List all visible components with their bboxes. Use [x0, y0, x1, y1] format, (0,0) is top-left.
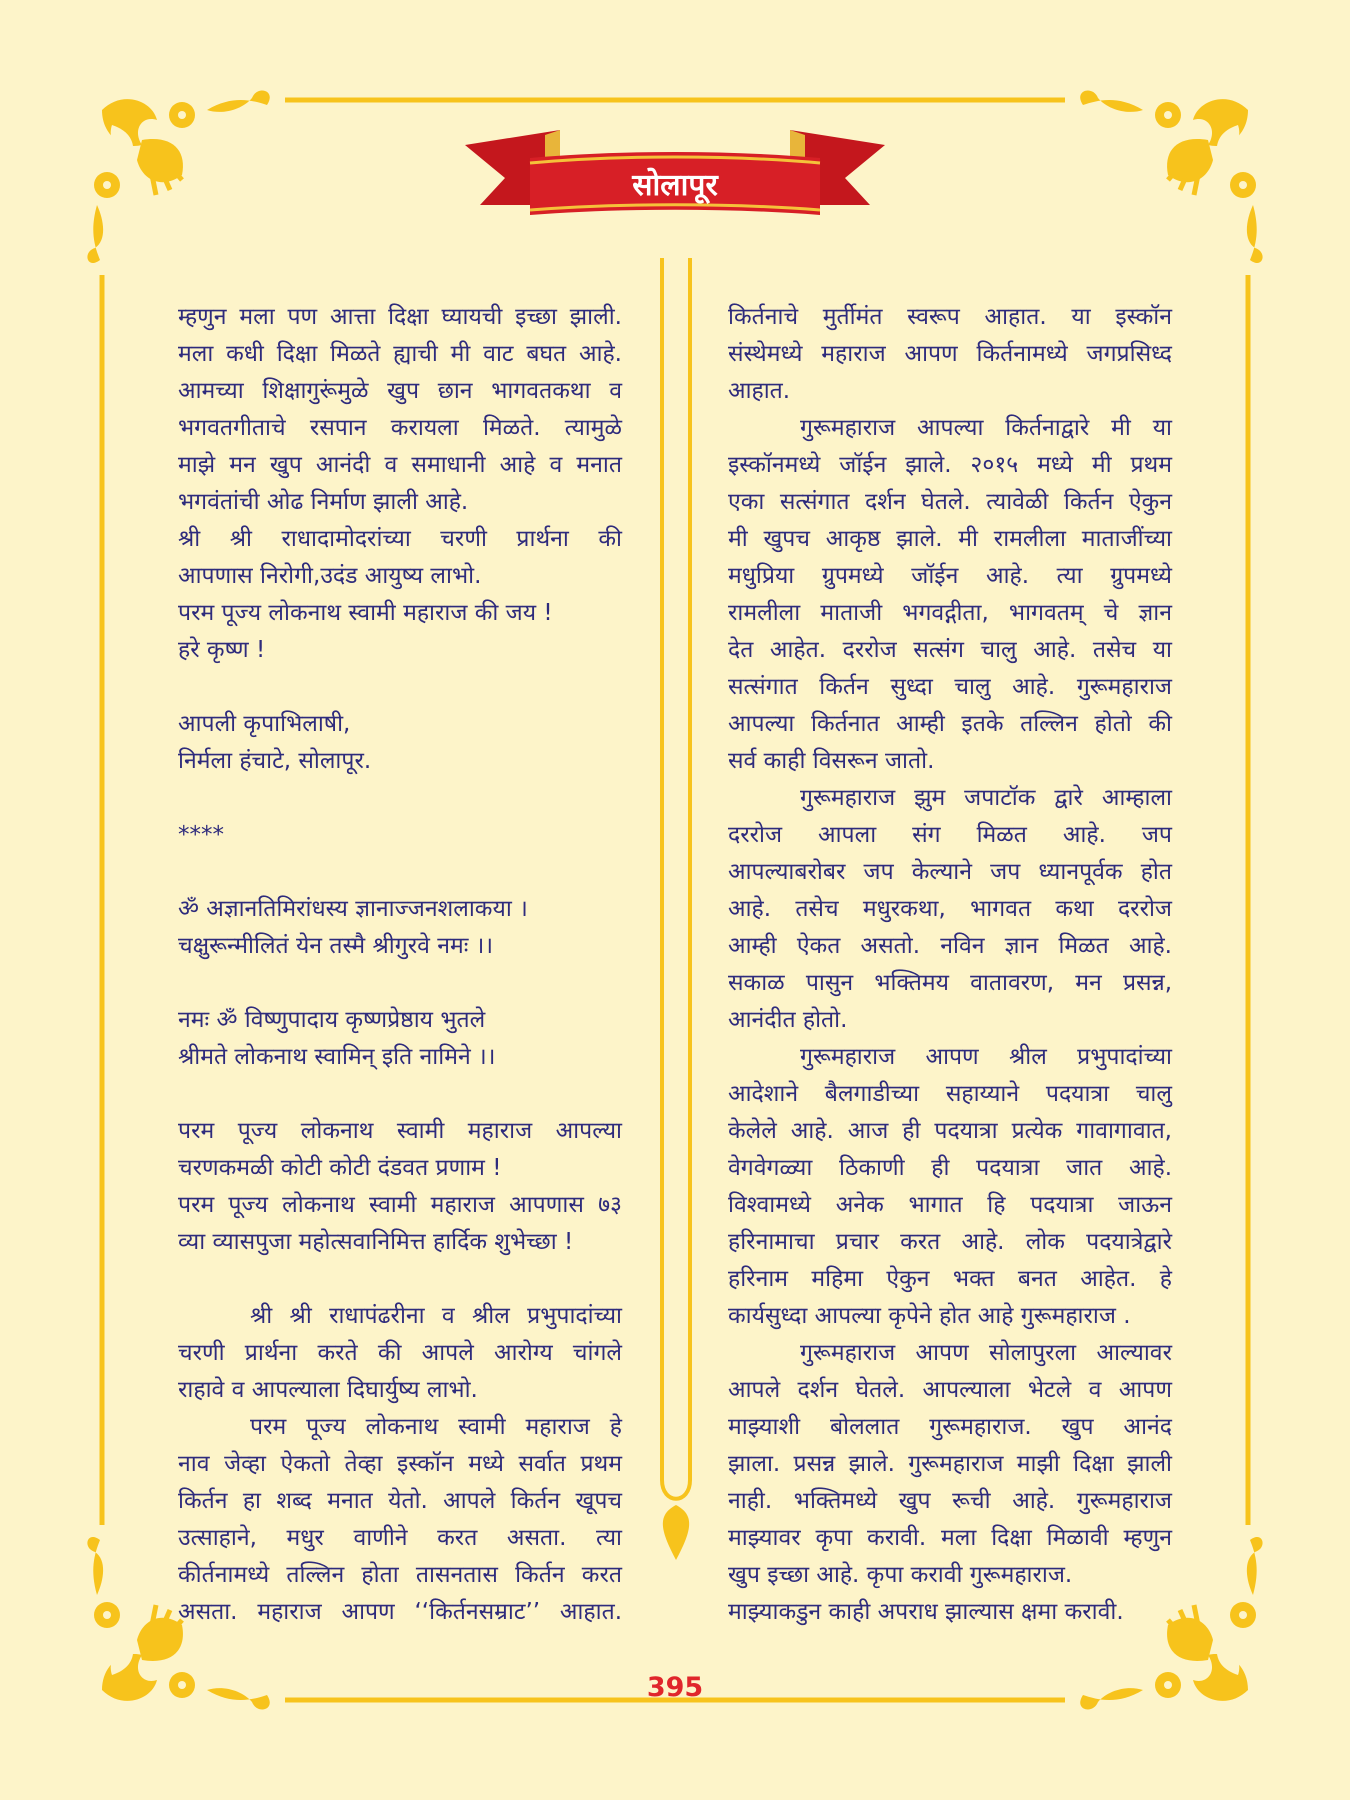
text-line: मधुप्रिया ग्रुपमध्ये जॉईन आहे. त्या ग्रुपमध्ये — [728, 563, 1172, 589]
text-line: किर्तन हा शब्द मनात येतो. आपले किर्तन खूपच — [178, 1488, 622, 1514]
text-line: विश्वामध्ये अनेक भागात हि पदयात्रा जाऊन — [728, 1192, 1172, 1218]
text-line: म्हणुन मला पण आत्ता दिक्षा घ्यायची इच्छा झाली. — [178, 304, 622, 330]
text-line: नाही. भक्तिमध्ये खुप रूची आहे. गुरूमहाराज — [728, 1488, 1172, 1514]
text-line: सकाळ पासुन भक्तिमय वातावरण, मन प्रसन्न, — [728, 970, 1172, 996]
text-line: कार्यसुध्दा आपल्या कृपेने होत आहे गुरूमहाराज . — [728, 1303, 1131, 1329]
text-line: माझ्याकडुन काही अपराध झाल्यास क्षमा करावी. — [728, 1599, 1124, 1625]
corner-ornament-top-left — [87, 91, 269, 263]
text-line: मला कधी दिक्षा मिळते ह्याची मी वाट बघत आहे. — [178, 341, 622, 367]
text-line: झाला. प्रसन्न झाले. गुरूमहाराज माझी दिक्षा झाली — [728, 1451, 1172, 1477]
text-line: वेगवेगळ्या ठिकाणी ही पदयात्रा जात आहे. — [728, 1155, 1172, 1181]
text-line: हरिनाम महिमा ऐकुन भक्त बनत आहेत. हे — [728, 1266, 1172, 1292]
text-line: निर्मला हंचाटे, सोलापूर. — [178, 748, 372, 774]
text-line: आपली कृपाभिलाषी, — [178, 711, 351, 737]
section-title: सोलापूर — [632, 168, 718, 203]
text-line: खुप इच्छा आहे. कृपा करावी गुरूमहाराज. — [728, 1562, 1073, 1588]
text-line: केलेले आहे. आज ही पदयात्रा प्रत्येक गावागावात, — [728, 1118, 1172, 1144]
blank-line — [178, 965, 622, 1002]
text-line: आपणास निरोगी,उदंड आयुष्य लाभो. — [178, 563, 482, 589]
text-line: उत्साहाने, मधुर वाणीने करत असता. त्या — [178, 1525, 622, 1551]
text-line: नाव जेव्हा ऐकतो तेव्हा इस्कॉन मध्ये सर्वात प्रथम — [178, 1451, 622, 1477]
text-line: नमः ॐ विष्णुपादाय कृष्णप्रेष्ठाय भुतले — [178, 1007, 486, 1033]
text-line: चरणी प्रार्थना करते की आपले आरोग्य चांगले — [178, 1340, 622, 1366]
text-line: चक्षुरून्मीलितं येन तस्मै श्रीगुरवे नमः ।। — [178, 933, 494, 959]
text-line: माझे मन खुप आनंदी व समाधानी आहे व मनात — [178, 452, 622, 478]
text-line: आनंदीत होतो. — [728, 1007, 848, 1033]
text-line: आपल्याबरोबर जप केल्याने जप ध्यानपूर्वक होत — [728, 859, 1172, 885]
text-line: चरणकमळी कोटी कोटी दंडवत प्रणाम ! — [178, 1155, 502, 1181]
text-line: एका सत्संगात दर्शन घेतले. त्यावेळी किर्तन ऐकुन — [728, 489, 1172, 515]
text-line: कीर्तनामध्ये तल्लिन होता तासनतास किर्तन करत — [178, 1562, 622, 1588]
text-line: गुरूमहाराज आपल्या किर्तनाद्वारे मी या — [800, 415, 1172, 441]
text-line: श्री श्री राधादामोदरांच्या चरणी प्रार्थना की — [178, 526, 622, 552]
text-line: हरे कृष्ण ! — [178, 637, 266, 663]
text-line: परम पूज्य लोकनाथ स्वामी महाराज की जय ! — [178, 600, 553, 626]
text-line: किर्तनाचे मुर्तीमंत स्वरूप आहात. या इस्कॉन — [728, 304, 1172, 330]
separator-asterisks: **** — [178, 822, 224, 848]
text-line: ॐ अज्ञानतिमिरांधस्य ज्ञानाज्जनशलाकया । — [178, 896, 528, 922]
blank-line — [178, 669, 622, 706]
text-line: इस्कॉनमध्ये जॉईन झाले. २०१५ मध्ये मी प्रथम — [728, 452, 1172, 478]
text-line: गुरूमहाराज आपण सोलापुरला आल्यावर — [800, 1340, 1172, 1366]
column-divider — [662, 258, 690, 1499]
text-line: आदेशाने बैलगाडीच्या सहाय्याने पदयात्रा चालु — [728, 1081, 1172, 1107]
text-line: राहावे व आपल्याला दिघार्युष्य लाभो. — [178, 1377, 478, 1403]
text-line: आपले दर्शन घेतले. आपल्याला भेटले व आपण — [728, 1377, 1172, 1403]
text-line: संस्थेमध्ये महाराज आपण किर्तनामध्ये जगप्रसिध्द — [728, 341, 1172, 367]
blank-line — [178, 1261, 622, 1298]
text-line: भगवंतांची ओढ निर्माण झाली आहे. — [178, 489, 469, 515]
text-line: भगवतगीताचे रसपान करायला मिळते. त्यामुळे — [178, 415, 622, 441]
text-line: आहे. तसेच मधुरकथा, भागवत कथा दररोज — [728, 896, 1172, 922]
text-line: परम पूज्य लोकनाथ स्वामी महाराज आपणास ७३ — [178, 1192, 622, 1218]
blank-line — [178, 854, 622, 891]
corner-ornament-top-right — [1080, 91, 1262, 263]
blank-line — [178, 780, 622, 817]
text-line: आहात. — [728, 378, 791, 404]
text-line: रामलीला माताजी भगवद्गीता, भागवतम् चे ज्ञान — [728, 600, 1172, 626]
text-line: सत्संगात किर्तन सुध्दा चालु आहे. गुरूमहाराज — [728, 674, 1172, 700]
text-line: सर्व काही विसरून जातो. — [728, 748, 935, 774]
text-line: गुरूमहाराज आपण श्रील प्रभुपादांच्या — [800, 1044, 1172, 1070]
text-line: माझ्यावर कृपा करावी. मला दिक्षा मिळावी म्हणुन — [728, 1525, 1172, 1551]
text-line: आम्ही ऐकत असतो. नविन ज्ञान मिळत आहे. — [728, 933, 1172, 959]
text-line: श्रीमते लोकनाथ स्वामिन् इति नामिने ।। — [178, 1044, 496, 1070]
right-column — [728, 299, 1172, 1631]
text-line: असता. महाराज आपण ‘‘किर्तनसम्राट’’ आहात. — [178, 1599, 622, 1625]
blank-line — [178, 1076, 622, 1113]
text-line: हरिनामाचा प्रचार करत आहे. लोक पदयात्रेद्वारे — [728, 1229, 1172, 1255]
text-line: आपल्या किर्तनात आम्ही इतके तल्लिन होतो की — [728, 711, 1172, 737]
divider-drop-ornament — [663, 1505, 689, 1560]
text-line: व्या व्यासपुजा महोत्सवानिमित्त हार्दिक शुभेच्छा ! — [178, 1229, 574, 1255]
text-line: मी खुपच आकृष्ठ झाले. मी रामलीला माताजींच्या — [728, 526, 1172, 552]
text-line: आमच्या शिक्षागुरूंमुळे खुप छान भागवतकथा व — [178, 378, 622, 404]
text-line: माझ्याशी बोललात गुरूमहाराज. खुप आनंद — [728, 1414, 1172, 1440]
text-line: परम पूज्य लोकनाथ स्वामी महाराज आपल्या — [178, 1118, 622, 1144]
text-line: गुरूमहाराज झुम जपाटॉक द्वारे आम्हाला — [800, 785, 1172, 811]
text-line: श्री श्री राधापंढरीना व श्रील प्रभुपादांच्या — [250, 1303, 622, 1329]
text-line: परम पूज्य लोकनाथ स्वामी महाराज हे — [250, 1414, 622, 1440]
page-number: 395 — [646, 1672, 704, 1703]
text-line: देत आहेत. दररोज सत्संग चालु आहे. तसेच या — [728, 637, 1172, 663]
text-line: दररोज आपला संग मिळत आहे. जप — [728, 822, 1172, 848]
left-column — [178, 299, 622, 1631]
